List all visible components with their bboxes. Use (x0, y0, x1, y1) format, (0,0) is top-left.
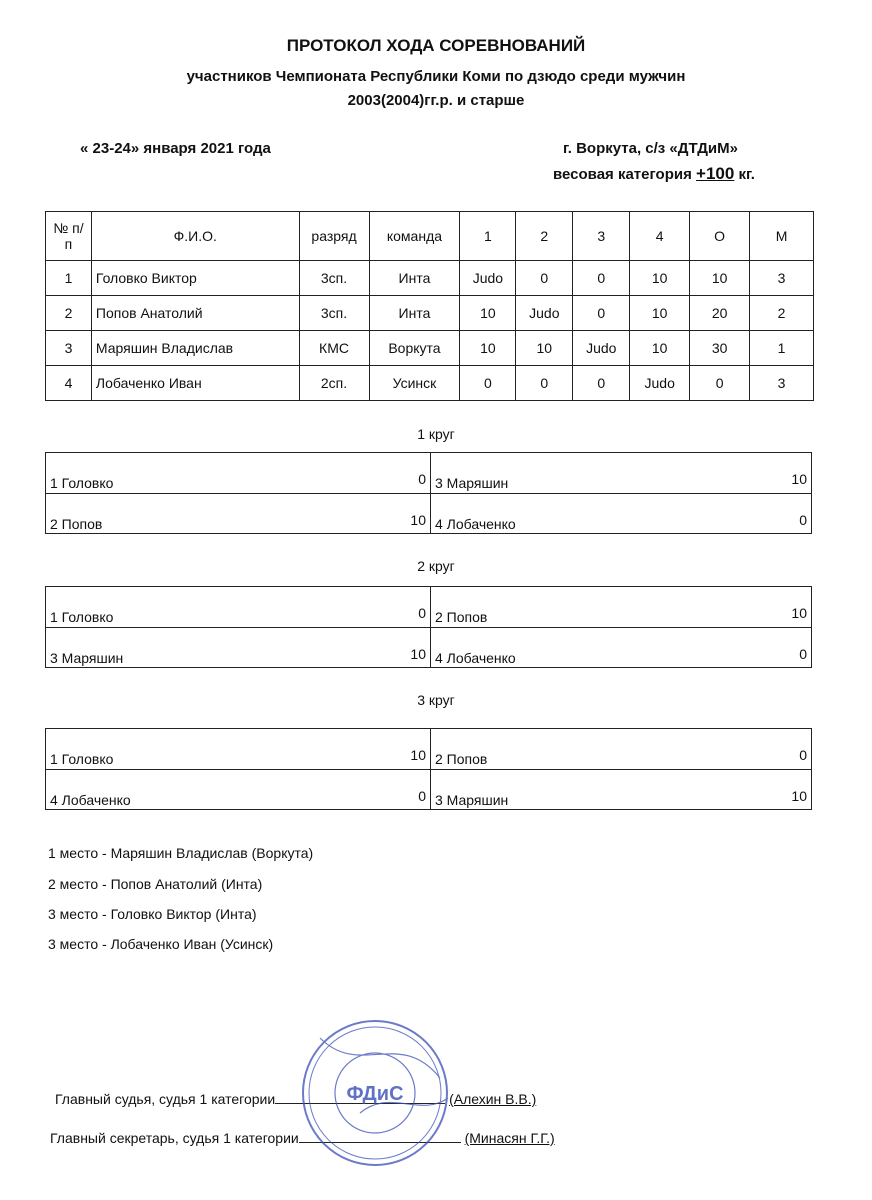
table-cell: Воркута (369, 331, 460, 366)
document-subtitle: участников Чемпионата Республики Коми по дзюдо среди мужчин (186, 68, 686, 85)
bout-name: 2 Попов (50, 516, 103, 532)
round-3-label: 3 круг (417, 692, 455, 708)
table-cell: Инта (369, 296, 460, 331)
bout-score: 0 (799, 646, 807, 662)
place-2: 2 место - Попов Анатолий (Инта) (48, 876, 263, 892)
bout-cell (431, 494, 811, 534)
table-cell: 1 (750, 331, 814, 366)
table-cell: 10 (630, 261, 690, 296)
table-row (46, 331, 814, 366)
results-table (45, 211, 814, 401)
bout-name: 1 Головко (50, 475, 114, 491)
svg-text:ФДиС: ФДиС (346, 1083, 404, 1105)
bout-score: 10 (410, 646, 426, 662)
table-cell: 10 (690, 261, 750, 296)
bout-name: 4 Лобаченко (435, 516, 516, 532)
document-title: ПРОТОКОЛ ХОДА СОРЕВНОВАНИЙ (286, 36, 586, 55)
table-cell: Усинск (369, 366, 460, 401)
table-cell: 2сп. (299, 366, 369, 401)
header-cell: разряд (299, 212, 369, 261)
table-cell: 3 (750, 366, 814, 401)
bout-score: 0 (799, 512, 807, 528)
bout-cell (431, 628, 811, 668)
bout-cell (46, 628, 430, 668)
header-cell: команда (369, 212, 460, 261)
table-cell: 10 (516, 331, 573, 366)
round-3-grid (45, 728, 812, 810)
bout-cell (431, 453, 811, 493)
table-row (46, 296, 814, 331)
table-row (46, 366, 814, 401)
bout-score: 10 (410, 512, 426, 528)
document-age-group: 2003(2004)гг.р. и старше (347, 92, 525, 109)
weight-category-value: +100 (696, 164, 735, 183)
bout-name: 3 Маряшин (435, 475, 509, 491)
table-cell: 0 (516, 261, 573, 296)
bout-score: 0 (418, 788, 426, 804)
bout-score: 10 (791, 471, 807, 487)
table-cell: Головко Виктор (91, 261, 299, 296)
header-cell: 3 (573, 212, 630, 261)
table-cell: 0 (573, 261, 630, 296)
bout-cell (46, 494, 430, 534)
table-header-row (46, 212, 814, 261)
bout-score: 0 (799, 747, 807, 763)
place-1: 1 место - Маряшин Владислав (Воркута) (48, 845, 314, 861)
bout-name: 2 Попов (435, 609, 488, 625)
table-cell: 10 (460, 296, 516, 331)
table-cell: 4 (46, 366, 92, 401)
table-cell: 3сп. (299, 261, 369, 296)
bout-cell (431, 770, 811, 810)
chief-secretary-label: Главный секретарь, судья 1 категории (50, 1130, 299, 1146)
header-cell: 1 (460, 212, 516, 261)
bout-score: 10 (410, 747, 426, 763)
chief-judge-name: (Алехин В.В.) (449, 1091, 537, 1107)
table-cell: 10 (630, 296, 690, 331)
chief-judge-signature-line (55, 1089, 536, 1107)
bout-name: 3 Маряшин (50, 650, 124, 666)
bout-name: 4 Лобаченко (50, 792, 131, 808)
table-cell: Маряшин Владислав (91, 331, 299, 366)
round-2-label: 2 круг (417, 558, 455, 574)
bout-cell (46, 729, 430, 769)
table-cell: Judo (516, 296, 573, 331)
weight-category (553, 164, 755, 184)
table-cell: Judo (460, 261, 516, 296)
bout-score: 10 (791, 788, 807, 804)
header-cell: 4 (630, 212, 690, 261)
table-cell: 20 (690, 296, 750, 331)
bout-name: 2 Попов (435, 751, 488, 767)
bout-name: 1 Головко (50, 751, 114, 767)
bout-name: 4 Лобаченко (435, 650, 516, 666)
bout-score: 10 (791, 605, 807, 621)
place-3b: 3 место - Лобаченко Иван (Усинск) (48, 936, 274, 952)
table-cell: 3 (750, 261, 814, 296)
table-cell: КМС (299, 331, 369, 366)
weight-category-label: весовая категория (553, 166, 692, 183)
table-cell: Judo (573, 331, 630, 366)
table-cell: 2 (46, 296, 92, 331)
table-cell: 10 (460, 331, 516, 366)
header-cell: Ф.И.О. (91, 212, 299, 261)
bout-score: 0 (418, 605, 426, 621)
round-1-grid (45, 452, 812, 534)
chief-judge-label: Главный судья, судья 1 категории (55, 1091, 276, 1107)
table-cell: 10 (630, 331, 690, 366)
table-cell: 0 (573, 366, 630, 401)
table-cell: 1 (46, 261, 92, 296)
table-cell: 3 (46, 331, 92, 366)
round-1-label: 1 круг (417, 426, 455, 442)
header-cell: № п/п (46, 212, 92, 261)
table-cell: Инта (369, 261, 460, 296)
table-cell: 3сп. (299, 296, 369, 331)
chief-secretary-name: (Минасян Г.Г.) (464, 1130, 555, 1146)
table-row (46, 261, 814, 296)
table-cell: 0 (460, 366, 516, 401)
bout-cell (431, 729, 811, 769)
bout-cell (46, 770, 430, 810)
header-cell: О (690, 212, 750, 261)
bout-name: 1 Головко (50, 609, 114, 625)
table-cell: 30 (690, 331, 750, 366)
table-cell: 0 (573, 296, 630, 331)
official-stamp (300, 1018, 450, 1168)
header-cell: М (750, 212, 814, 261)
bout-cell (46, 453, 430, 493)
bout-score: 0 (418, 471, 426, 487)
header-cell: 2 (516, 212, 573, 261)
round-2-grid (45, 586, 812, 668)
table-cell: 2 (750, 296, 814, 331)
bout-cell (431, 587, 811, 627)
competition-date: « 23-24» января 2021 года (80, 140, 271, 157)
table-cell: Попов Анатолий (91, 296, 299, 331)
table-cell: 0 (690, 366, 750, 401)
bout-cell (46, 587, 430, 627)
table-cell: Лобаченко Иван (91, 366, 299, 401)
bout-name: 3 Маряшин (435, 792, 509, 808)
table-cell: Judo (630, 366, 690, 401)
weight-category-unit: кг. (738, 166, 755, 183)
competition-location: г. Воркута, с/з «ДТДиМ» (563, 140, 738, 157)
table-cell: 0 (516, 366, 573, 401)
place-3a: 3 место - Головко Виктор (Инта) (48, 906, 257, 922)
